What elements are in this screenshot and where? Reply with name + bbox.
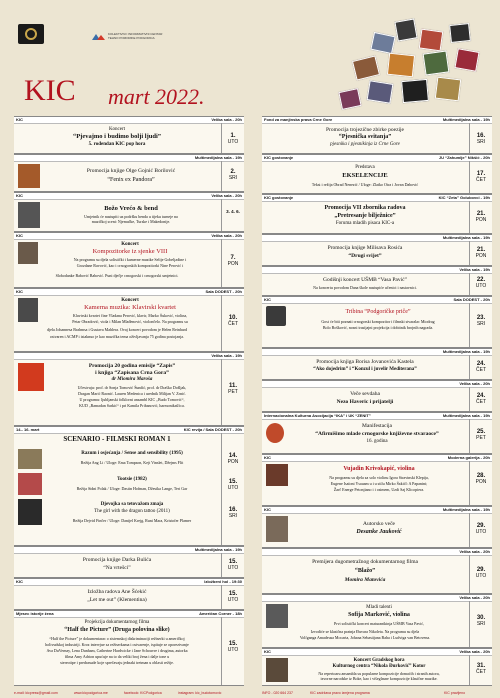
event-description: Tekst i režija Obrad Nenezić / Uloge: Zlatko Otra i Jovan Dabović bbox=[311, 182, 419, 187]
event-subtitle: “Ako dojedrim” i “Konzul i juvelir Mediterana” bbox=[313, 367, 417, 372]
film-title: Djevojka sa tetovažom zmaja bbox=[100, 502, 164, 507]
collage-photo bbox=[449, 23, 471, 43]
footer bbox=[0, 688, 500, 698]
event-weekday: PON bbox=[227, 459, 239, 465]
event-description: Foruma mladih pisaca KIC-a bbox=[335, 221, 395, 226]
event-date bbox=[470, 315, 492, 327]
event-weekday: SRI bbox=[476, 321, 486, 327]
event-hall: Velika sala - 20h bbox=[459, 649, 490, 654]
footer-note: KIC zadržava pravo izmjena programa bbox=[310, 691, 370, 695]
event-venue: Fond za manjinska prava Crne Gore bbox=[264, 117, 333, 122]
event-date bbox=[470, 277, 492, 289]
event-block bbox=[14, 116, 244, 154]
collage-photo bbox=[454, 48, 479, 72]
collage-photo bbox=[401, 79, 429, 103]
event-day: 15. bbox=[228, 591, 238, 597]
event-title: Vujadin Krivokapić, violina bbox=[343, 466, 415, 472]
event-type: Predstava bbox=[355, 165, 375, 170]
event-date bbox=[470, 247, 492, 259]
event-description: U programu: ljubljanski folklorni ansambl KIC „Budo Tomović“, bbox=[79, 397, 185, 402]
guest-photo bbox=[266, 306, 286, 326]
event-block bbox=[262, 548, 492, 594]
event-date bbox=[470, 523, 492, 535]
event-block bbox=[262, 454, 492, 506]
event-weekday: SRI bbox=[476, 621, 486, 627]
event-title: Promocija knjiga Borisa Jovanovića Kastela bbox=[316, 359, 414, 365]
event-hall: Multimedijalna sala - 19h bbox=[194, 547, 242, 552]
collage-photo bbox=[338, 88, 361, 110]
event-description: Eugene Isaïoni Ysauam u i u stilu Mirko Šakićl: A Papanini; bbox=[330, 481, 428, 486]
event-subtitle: “Na vrtešci” bbox=[103, 565, 131, 571]
event-type: Koncert bbox=[108, 127, 126, 132]
event-venue: KIC bbox=[16, 193, 23, 198]
event-day: 15. bbox=[228, 479, 238, 485]
event-weekday: PON bbox=[227, 261, 239, 267]
event-date bbox=[222, 169, 244, 181]
event-weekday: UTO bbox=[475, 283, 487, 289]
event-block bbox=[14, 578, 244, 610]
event-hall: JU “Zahumlje” Nikšić - 20h bbox=[438, 155, 490, 160]
event-day: 31. bbox=[476, 663, 486, 669]
event-day: 21. bbox=[476, 211, 486, 217]
event-description: “Half the Picture” je dokumentarac o sistemskoj diskriminaciji režiserki u američkoj bbox=[49, 636, 185, 641]
event-day: 23. bbox=[476, 315, 486, 321]
event-hall: Američan Corner - 18h bbox=[199, 611, 242, 616]
event-date bbox=[222, 209, 244, 215]
event-type: Autorsko veče bbox=[363, 521, 395, 527]
event-block bbox=[262, 412, 492, 454]
film-title-en: The girl with the dragon tattoo (2011) bbox=[94, 509, 170, 514]
event-venue: 14.- 16. mart bbox=[16, 427, 40, 432]
event-title: Kompozitorke iz sjenke VIII bbox=[92, 248, 168, 255]
event-subtitle: 5. rođendan KIC pop hora bbox=[88, 142, 146, 147]
event-date bbox=[470, 211, 492, 223]
event-hall: Multimedijalna sala - 19h bbox=[442, 349, 490, 354]
event-weekday: PON bbox=[475, 253, 487, 259]
event-subtitle: Kulturnog centra “Nikola Đurković” Kotor bbox=[332, 664, 426, 669]
violinist-photo bbox=[266, 464, 288, 486]
event-block bbox=[262, 194, 492, 234]
book-cover-image bbox=[18, 363, 44, 391]
event-date bbox=[222, 591, 244, 603]
event-block bbox=[262, 594, 492, 648]
event-venue: KIC bbox=[264, 297, 271, 302]
event-day: 29. bbox=[476, 523, 486, 529]
event-date bbox=[222, 559, 244, 571]
event-day: 15. bbox=[228, 641, 238, 647]
event-title: Izložba radova Ane Šćekić bbox=[87, 589, 147, 595]
event-weekday: SRI bbox=[228, 513, 238, 519]
event-weekday: ČET bbox=[476, 177, 486, 183]
event-date bbox=[222, 479, 244, 491]
event-date bbox=[470, 393, 492, 405]
event-venue: KIC bbox=[16, 117, 23, 122]
page-title: KIC bbox=[24, 74, 76, 107]
org-line1: KOLEKTIVNI I INFORMATIVNI CENTAR bbox=[108, 32, 163, 36]
choir-photo bbox=[266, 658, 288, 682]
event-block bbox=[14, 154, 244, 192]
event-title: Tribina “Podgoričke priče” bbox=[345, 309, 411, 315]
event-block bbox=[14, 192, 244, 232]
film-title: Tootsie (1982) bbox=[117, 477, 147, 482]
film-title: Razum i osjećanja / Sense and sensibility (1995) bbox=[81, 451, 183, 456]
event-block bbox=[14, 352, 244, 426]
event-title: Promocija knjige Darka Bulića bbox=[82, 557, 152, 563]
event-date bbox=[222, 133, 244, 145]
event-weekday: UTO bbox=[475, 573, 487, 579]
collage-photo bbox=[423, 50, 450, 75]
photo-collage bbox=[332, 20, 480, 116]
event-description: djela Johannesa Brahmsa i Gustava Mahlera. Ovaj koncert povodom je Helen Reinhard bbox=[47, 327, 187, 332]
event-day: 22. bbox=[476, 277, 486, 283]
event-type: Manifestacija bbox=[362, 423, 392, 429]
event-day: 30. bbox=[476, 615, 486, 621]
event-description: Prvi solistički koncert maturantkinja UŠMB Vasa Pavić, bbox=[333, 621, 425, 626]
event-hall: Izložbeni hol - 19:30 bbox=[204, 579, 242, 584]
event-day: 1. bbox=[230, 133, 236, 139]
event-block bbox=[262, 648, 492, 686]
footer-phone: INFO - 020 664 237 bbox=[262, 691, 293, 695]
event-title: “Blažo” bbox=[354, 568, 376, 574]
collage-photo bbox=[394, 18, 417, 41]
event-day: 28. bbox=[476, 473, 486, 479]
composer-photo bbox=[18, 242, 38, 264]
event-subtitle: i knjiga “Zapisana Crna Gora” bbox=[95, 370, 169, 376]
event-title: Promocija knjige Milisava Rosića bbox=[327, 245, 403, 251]
event-venue: KIC bbox=[264, 455, 271, 460]
page-month: mart 2022. bbox=[108, 84, 205, 109]
event-title: Promocija knjige Olge Gojnić Borilović bbox=[86, 168, 176, 174]
event-venue: KIC bbox=[16, 289, 23, 294]
event-subtitle: Nezo Haveric i prijatelji bbox=[336, 399, 394, 405]
event-day: 2. bbox=[230, 169, 236, 175]
quartet-photo bbox=[18, 298, 38, 322]
event-description: Ava DuVernay, Lena Dunham, Catherine Hardwicke i Jane Schouvre i drugima, autorka bbox=[46, 648, 188, 653]
event-weekday: ČET bbox=[228, 321, 238, 327]
event-venue: Mjesec istorije žena bbox=[16, 611, 54, 616]
event-block bbox=[14, 426, 244, 546]
event-description: Izvodiće se klasična pratnja Đuvara Nikoleta. Na programu su djela bbox=[310, 629, 420, 634]
event-hall: Velika sala - 20h bbox=[211, 233, 242, 238]
film-poster bbox=[18, 473, 42, 495]
event-author: dr Miomira Maroša bbox=[111, 377, 153, 382]
event-weekday: ČET bbox=[476, 399, 486, 405]
footer-website[interactable]: www.kicpodgorica.me bbox=[74, 691, 108, 695]
event-venue: KIC gostovanje bbox=[264, 155, 294, 160]
event-subtitle: “Drugi svijet” bbox=[348, 253, 382, 259]
event-type: Koncert bbox=[121, 242, 139, 247]
event-subtitle: “Pjesnička svitanja” bbox=[338, 134, 392, 140]
film-poster bbox=[18, 449, 42, 469]
event-description: 16. godina bbox=[366, 439, 388, 444]
event-description: Bolo Bošković, nosni trasijajni projekcija i dobitnik brojnih nagrada. bbox=[322, 325, 434, 330]
event-date bbox=[470, 567, 492, 579]
event-title: Veče sevdaha bbox=[350, 391, 380, 397]
event-hall: Velika sala - 20h bbox=[459, 595, 490, 600]
film-credits: Režija Ang Li / Uloge: Ema Tompson, Kejt Vinslet, Džejms Flit bbox=[80, 460, 184, 465]
event-weekday: PON bbox=[475, 217, 487, 223]
event-title: “Afirmišimo mlade crnogorske književne stvaraoce” bbox=[315, 431, 439, 437]
event-description: Gost će biti poznati crnogorski kompozitor i filmski stvaralac Miodrag bbox=[321, 319, 435, 324]
event-day: 10. bbox=[228, 315, 238, 321]
event-subtitle: “Fenix ex Pandora” bbox=[107, 177, 155, 183]
event-description: Petar Obradović, viola i Milan Mlađenović, violončelo. Na programu su bbox=[72, 319, 188, 324]
event-day: 21. bbox=[476, 247, 486, 253]
collage-photo bbox=[370, 32, 395, 54]
author-photo bbox=[266, 516, 288, 542]
event-day: 24. bbox=[476, 361, 486, 367]
event-type: Mladi talenti bbox=[366, 605, 392, 610]
event-hall: Velika sala - 20h bbox=[459, 381, 490, 386]
event-block bbox=[14, 232, 244, 288]
event-venue: KIC bbox=[264, 649, 271, 654]
event-day: 11. bbox=[228, 383, 237, 389]
event-description: pjesnika i pjesnikinja iz Crne Gore bbox=[330, 142, 400, 147]
event-hall: Sala DODEST - 20h bbox=[453, 297, 490, 302]
event-title: Koncert Gradskog hora bbox=[353, 658, 405, 663]
event-author: Momira Matovića bbox=[344, 577, 386, 583]
event-hall: Multimedijalna sala - 19h bbox=[442, 413, 490, 418]
collage-photo bbox=[387, 53, 415, 78]
event-title: Božo Vrećo & bend bbox=[104, 205, 158, 212]
event-hall: Velika sala - 19h bbox=[459, 267, 490, 272]
festival-title: SCENARIO - FILMSKI ROMAN 1 bbox=[63, 435, 171, 443]
event-description: Dragan Marić Raonić. Lauren Medenica i urednik Milijan V. Zrnić. bbox=[78, 391, 186, 396]
footer-facebook[interactable]: facebook: KICPodgorica bbox=[124, 691, 162, 695]
event-date bbox=[222, 315, 244, 327]
event-description: KUD „Ramadan Sarkić“ i pri Kamila Pribanović, harmonikaš/ica. bbox=[79, 403, 185, 408]
event-description: Klavirski kvartet čine Vladana Perović, klavir, Marko Šuković, violina, bbox=[72, 313, 188, 318]
event-date bbox=[222, 641, 244, 653]
event-date bbox=[470, 663, 492, 675]
event-venue: KIC bbox=[16, 233, 23, 238]
event-description: holivudskoj industriji. Kroz intervjue sa režiserkama i ostvarenje, ispituje se oporezivanje bbox=[45, 642, 189, 647]
footer-instagram[interactable]: instagram: kic_budotomovic bbox=[178, 691, 222, 695]
event-block bbox=[262, 266, 492, 296]
event-weekday: ČET bbox=[476, 669, 486, 675]
violinist-photo bbox=[266, 604, 288, 628]
event-venue: Internacionalna Kulturna Asocijacija “IKA” i UK “ZENIT” bbox=[264, 413, 371, 418]
event-block bbox=[14, 288, 244, 352]
event-date bbox=[470, 133, 492, 145]
event-description: Na koncertu povodom Dana škole nastupiće učenici i nastavnici. bbox=[313, 285, 417, 290]
collage-photo bbox=[435, 77, 462, 102]
event-description: Umjetnik će nastupiti uz podršku benda u tijeku turneje na bbox=[84, 214, 178, 219]
event-venue: KIC gostovanje bbox=[264, 195, 294, 200]
footer-email[interactable]: e-mail: kicpress@gmail.com bbox=[14, 691, 58, 695]
event-subtitle: „Pretresanje bilježnice” bbox=[334, 213, 396, 219]
event-weekday: UTO bbox=[227, 597, 239, 603]
event-weekday: UTO bbox=[227, 139, 239, 145]
event-title: Promocija VII zbornika radova bbox=[324, 205, 406, 211]
kic-logo bbox=[18, 24, 44, 44]
event-venue: KIC bbox=[16, 579, 23, 584]
event-date bbox=[222, 255, 244, 267]
event-title: Kamerna muzika: Klavirski kvartet bbox=[84, 304, 176, 311]
event-block bbox=[262, 234, 492, 266]
event-title: EKSELENCIJE bbox=[342, 172, 388, 179]
event-day: 14. bbox=[228, 453, 238, 459]
event-day: 17. bbox=[476, 171, 486, 177]
event-day: 16. bbox=[476, 133, 486, 139]
event-description: Učestvuju: prof. dr Sonja Tomović Šundić, prof. dr Draško Došljak, bbox=[77, 385, 187, 390]
event-day: 15. bbox=[228, 559, 238, 565]
event-hall: Multimedijalna sala - 19h bbox=[442, 235, 490, 240]
event-weekday: PON bbox=[475, 479, 487, 485]
event-type: Koncert bbox=[121, 298, 139, 303]
event-description: Na programu su djela solistički i kamerne muzike Selije Gobeljadine i bbox=[73, 257, 187, 262]
event-hall: KIC “Zeta” Golubovci - 19h bbox=[438, 195, 490, 200]
event-hall: Velika sala - 20h bbox=[211, 193, 242, 198]
event-venue: KIC bbox=[264, 507, 271, 512]
event-title: “Half the Picture” (Druga polovina slike) bbox=[64, 627, 170, 633]
event-block bbox=[262, 116, 492, 154]
event-title: Godišnji koncert UŠMB “Vasa Pavić” bbox=[322, 277, 407, 283]
event-description: Na programu su djela za solo violinu Igora Stravinski Klepija, bbox=[329, 475, 429, 480]
event-weekday: PET bbox=[228, 389, 238, 395]
collage-photo bbox=[352, 55, 380, 80]
event-date bbox=[470, 615, 492, 627]
event-day: 25. bbox=[476, 429, 486, 435]
org-line2: TEHNO POMORIKE PODGORICA bbox=[108, 36, 155, 40]
event-weekday: UTO bbox=[227, 485, 239, 491]
collage-photo bbox=[419, 29, 444, 52]
event-type: Projekcija dokumentarnog filma bbox=[84, 620, 150, 625]
event-hall: Multimedijalna sala - 19h bbox=[442, 117, 490, 122]
event-weekday: UTO bbox=[227, 647, 239, 653]
event-description: Na repertoaru ansambla su popularne kompozicije domaćih i stranih autora, bbox=[318, 671, 440, 676]
event-block bbox=[262, 296, 492, 348]
event-weekday: SRI bbox=[476, 139, 486, 145]
event-hall: Moderna galerija - 20h bbox=[447, 455, 490, 460]
event-title: Promocija 20 godina emisije “Zapis” bbox=[88, 363, 176, 369]
event-title: Sofija Marković, violina bbox=[348, 612, 410, 618]
event-block bbox=[262, 506, 492, 548]
event-block bbox=[14, 546, 244, 578]
event-hall: Multimedijalna sala - 19h bbox=[442, 507, 490, 512]
event-subtitle: „Let me out” (Klementina) bbox=[87, 597, 147, 603]
event-day: 3. 4. 6. bbox=[226, 209, 240, 214]
event-weekday: UTO bbox=[475, 529, 487, 535]
book-cover-image bbox=[18, 164, 40, 188]
event-description: Volfganga Amadeusa Mocarta, Johana Sebastijana Baha i Ludviga van Betovena. bbox=[299, 635, 431, 640]
org-name bbox=[108, 32, 168, 40]
event-block bbox=[262, 348, 492, 380]
event-description: filma Amy Adrion upućuje na to da veliki broj žena i dalje tone u bbox=[64, 654, 170, 659]
event-date bbox=[470, 171, 492, 183]
event-weekday: ČET bbox=[476, 367, 486, 373]
event-date bbox=[470, 361, 492, 373]
film-credits: Režija Sidni Polak / Uloge: Dastin Hofman, Džesika Lange, Teri Gar bbox=[76, 486, 188, 491]
event-day: 16. bbox=[228, 507, 238, 513]
event-description: stereotipe i predrasude koje sprečavaju jednaki tretman u oblasti režije. bbox=[60, 660, 174, 665]
collage-photo bbox=[367, 80, 394, 104]
event-weekday: UTO bbox=[227, 565, 239, 571]
event-hall: Velika sala - 19h bbox=[211, 353, 242, 358]
tpp-logo bbox=[92, 34, 106, 40]
event-block bbox=[14, 610, 244, 686]
event-day: 7. bbox=[230, 255, 236, 261]
event-weekday: SRI bbox=[228, 175, 238, 181]
event-date bbox=[470, 473, 492, 485]
event-description: Slobodanke Babović Babović. Puni dječje crnogorski i crnogorski umjetnici. bbox=[55, 273, 179, 278]
footer-free: KIC pravljeno bbox=[444, 691, 466, 695]
event-hall: Velika sala - 20h bbox=[459, 549, 490, 554]
event-block bbox=[262, 380, 492, 412]
event-date bbox=[470, 429, 492, 441]
event-date bbox=[222, 453, 244, 465]
artist-photo bbox=[18, 202, 40, 228]
event-type: Premijera dugometražnog dokumentarnog filma bbox=[312, 559, 418, 565]
film-credits: Režija Dejvid Finčer / Uloge: Danijel Krejg, Runi Mara, Kristofer Plamer bbox=[72, 518, 192, 523]
event-hall: Multimedijalna sala - 19h bbox=[194, 155, 242, 160]
event-title: Promocija trojezične zbirke poezije bbox=[325, 127, 405, 133]
ika-logo bbox=[266, 423, 284, 443]
event-day: 24. bbox=[476, 393, 486, 399]
event-title: “Pjevajmo i budimo bolji ljudi” bbox=[72, 133, 162, 140]
event-description: ostvaren i ACMP i istaknuo je kao muzička tema oživljavanja 75 godina postojanja. bbox=[49, 334, 185, 339]
event-description: izvorne narodske iz Boke, kao i višeglasne kompozicije klasične muzike. bbox=[320, 676, 438, 681]
event-hall: Velika sala - 20h bbox=[211, 117, 242, 122]
event-day: 29. bbox=[476, 567, 486, 573]
header bbox=[0, 0, 500, 112]
event-hall: KIC revija / Sala DODEST - 20h bbox=[183, 427, 242, 432]
event-date bbox=[222, 383, 244, 395]
event-description: Grozdane Ravović, kao i crnogorskih kompozitorki Nine Perović i bbox=[76, 263, 184, 268]
event-hall: Sala DODEST - 20h bbox=[205, 289, 242, 294]
event-description: muzičkoj sceni: Njemačke, Turske i Makedonije. bbox=[91, 219, 171, 224]
event-description: Žarč Energe Petonjiano i i osimem, Uzdi Saj Klicopiera. bbox=[333, 487, 425, 492]
event-title: Desanke Jauković bbox=[356, 529, 402, 535]
event-weekday: PET bbox=[476, 435, 486, 441]
event-date bbox=[222, 507, 244, 519]
event-block bbox=[262, 154, 492, 194]
film-poster bbox=[18, 499, 42, 525]
